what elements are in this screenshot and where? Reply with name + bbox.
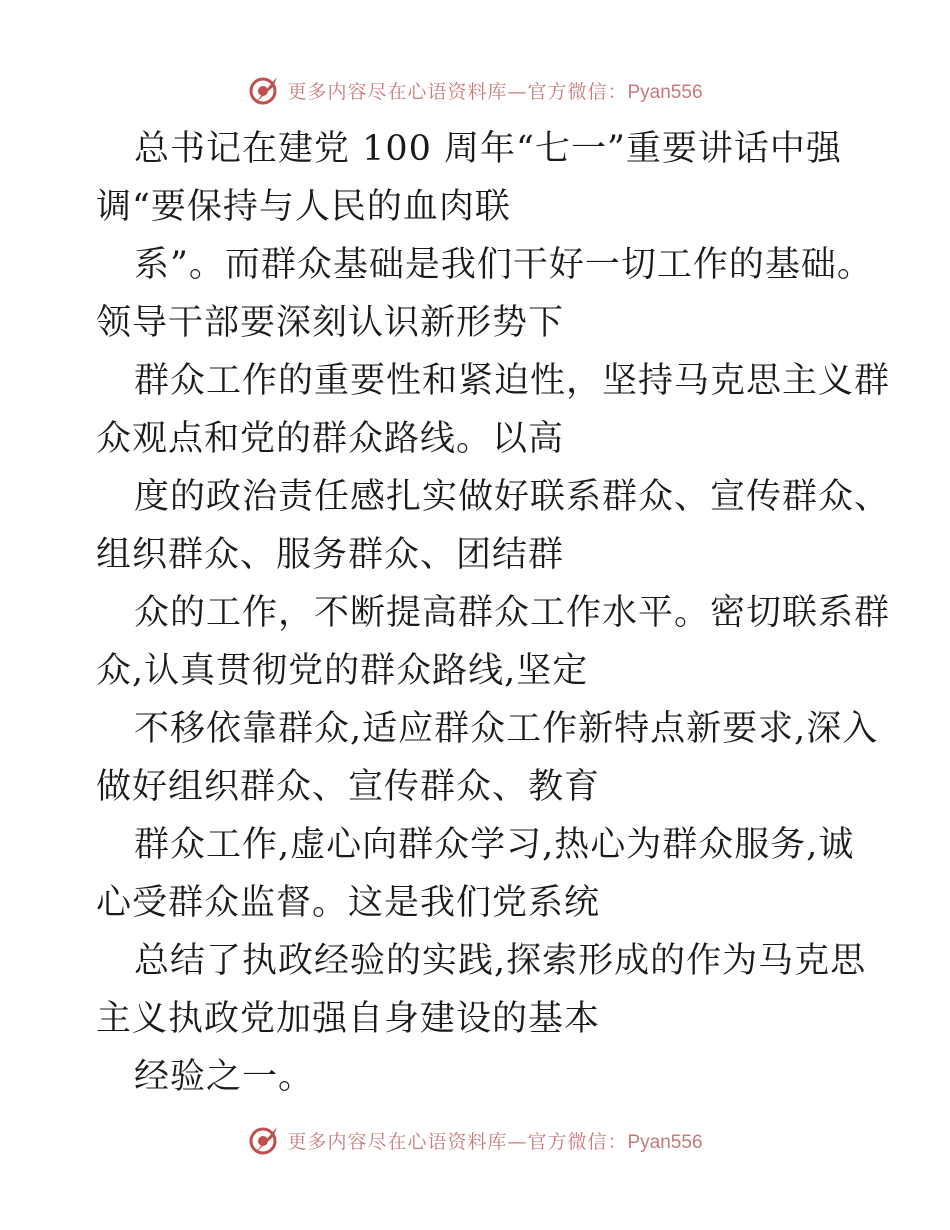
footer-wechat-id: Pyan556: [627, 1131, 703, 1153]
body-line: 群众工作,虚心向群众学习,热心为群众服务,诚: [134, 825, 855, 865]
body-line: 做好组织群众、宣传群众、教育: [96, 767, 601, 807]
body-line: 心受群众监督。这是我们党系统: [96, 883, 601, 923]
body-line: 群众工作的重要性和紧迫性，坚持马克思主义群: [134, 361, 891, 401]
footer-banner-text: 更多内容尽在心语资料库—官方微信：Pyan556: [287, 1130, 703, 1153]
header-banner-text: 更多内容尽在心语资料库—官方微信：Pyan556: [287, 80, 703, 103]
body-line: 总结了执政经验的实践,探索形成的作为马克思: [134, 941, 867, 981]
body-line: 领导干部要深刻认识新形势下: [96, 303, 565, 343]
body-line: 众,认真贯彻党的群众路线,坚定: [96, 651, 589, 691]
body-line: 系”。而群众基础是我们干好一切工作的基础。: [134, 245, 873, 285]
body-line: 调“要保持与人民的血肉联: [96, 187, 511, 227]
body-line: 众观点和党的群众路线。以高: [96, 419, 565, 459]
body-line: 经验之一。: [134, 1057, 315, 1097]
quill-pen-logo-icon: [247, 73, 281, 107]
body-line: 主义执政党加强自身建设的基本: [96, 999, 601, 1039]
header-banner: [0, 70, 950, 110]
body-line: 总书记在建党 100 周年“七一”重要讲话中强: [134, 129, 842, 169]
quill-pen-logo-icon: [247, 1123, 281, 1157]
body-line: 不移依靠群众,适应群众工作新特点新要求,深入: [134, 709, 879, 749]
body-line: 度的政治责任感扎实做好联系群众、宣传群众、: [134, 477, 891, 517]
body-line: 组织群众、服务群众、团结群: [96, 535, 565, 575]
body-line: 众的工作，不断提高群众工作水平。密切联系群: [134, 593, 891, 633]
header-wechat-id: Pyan556: [627, 81, 703, 103]
footer-banner: [0, 1120, 950, 1160]
document-body: [96, 120, 891, 1106]
